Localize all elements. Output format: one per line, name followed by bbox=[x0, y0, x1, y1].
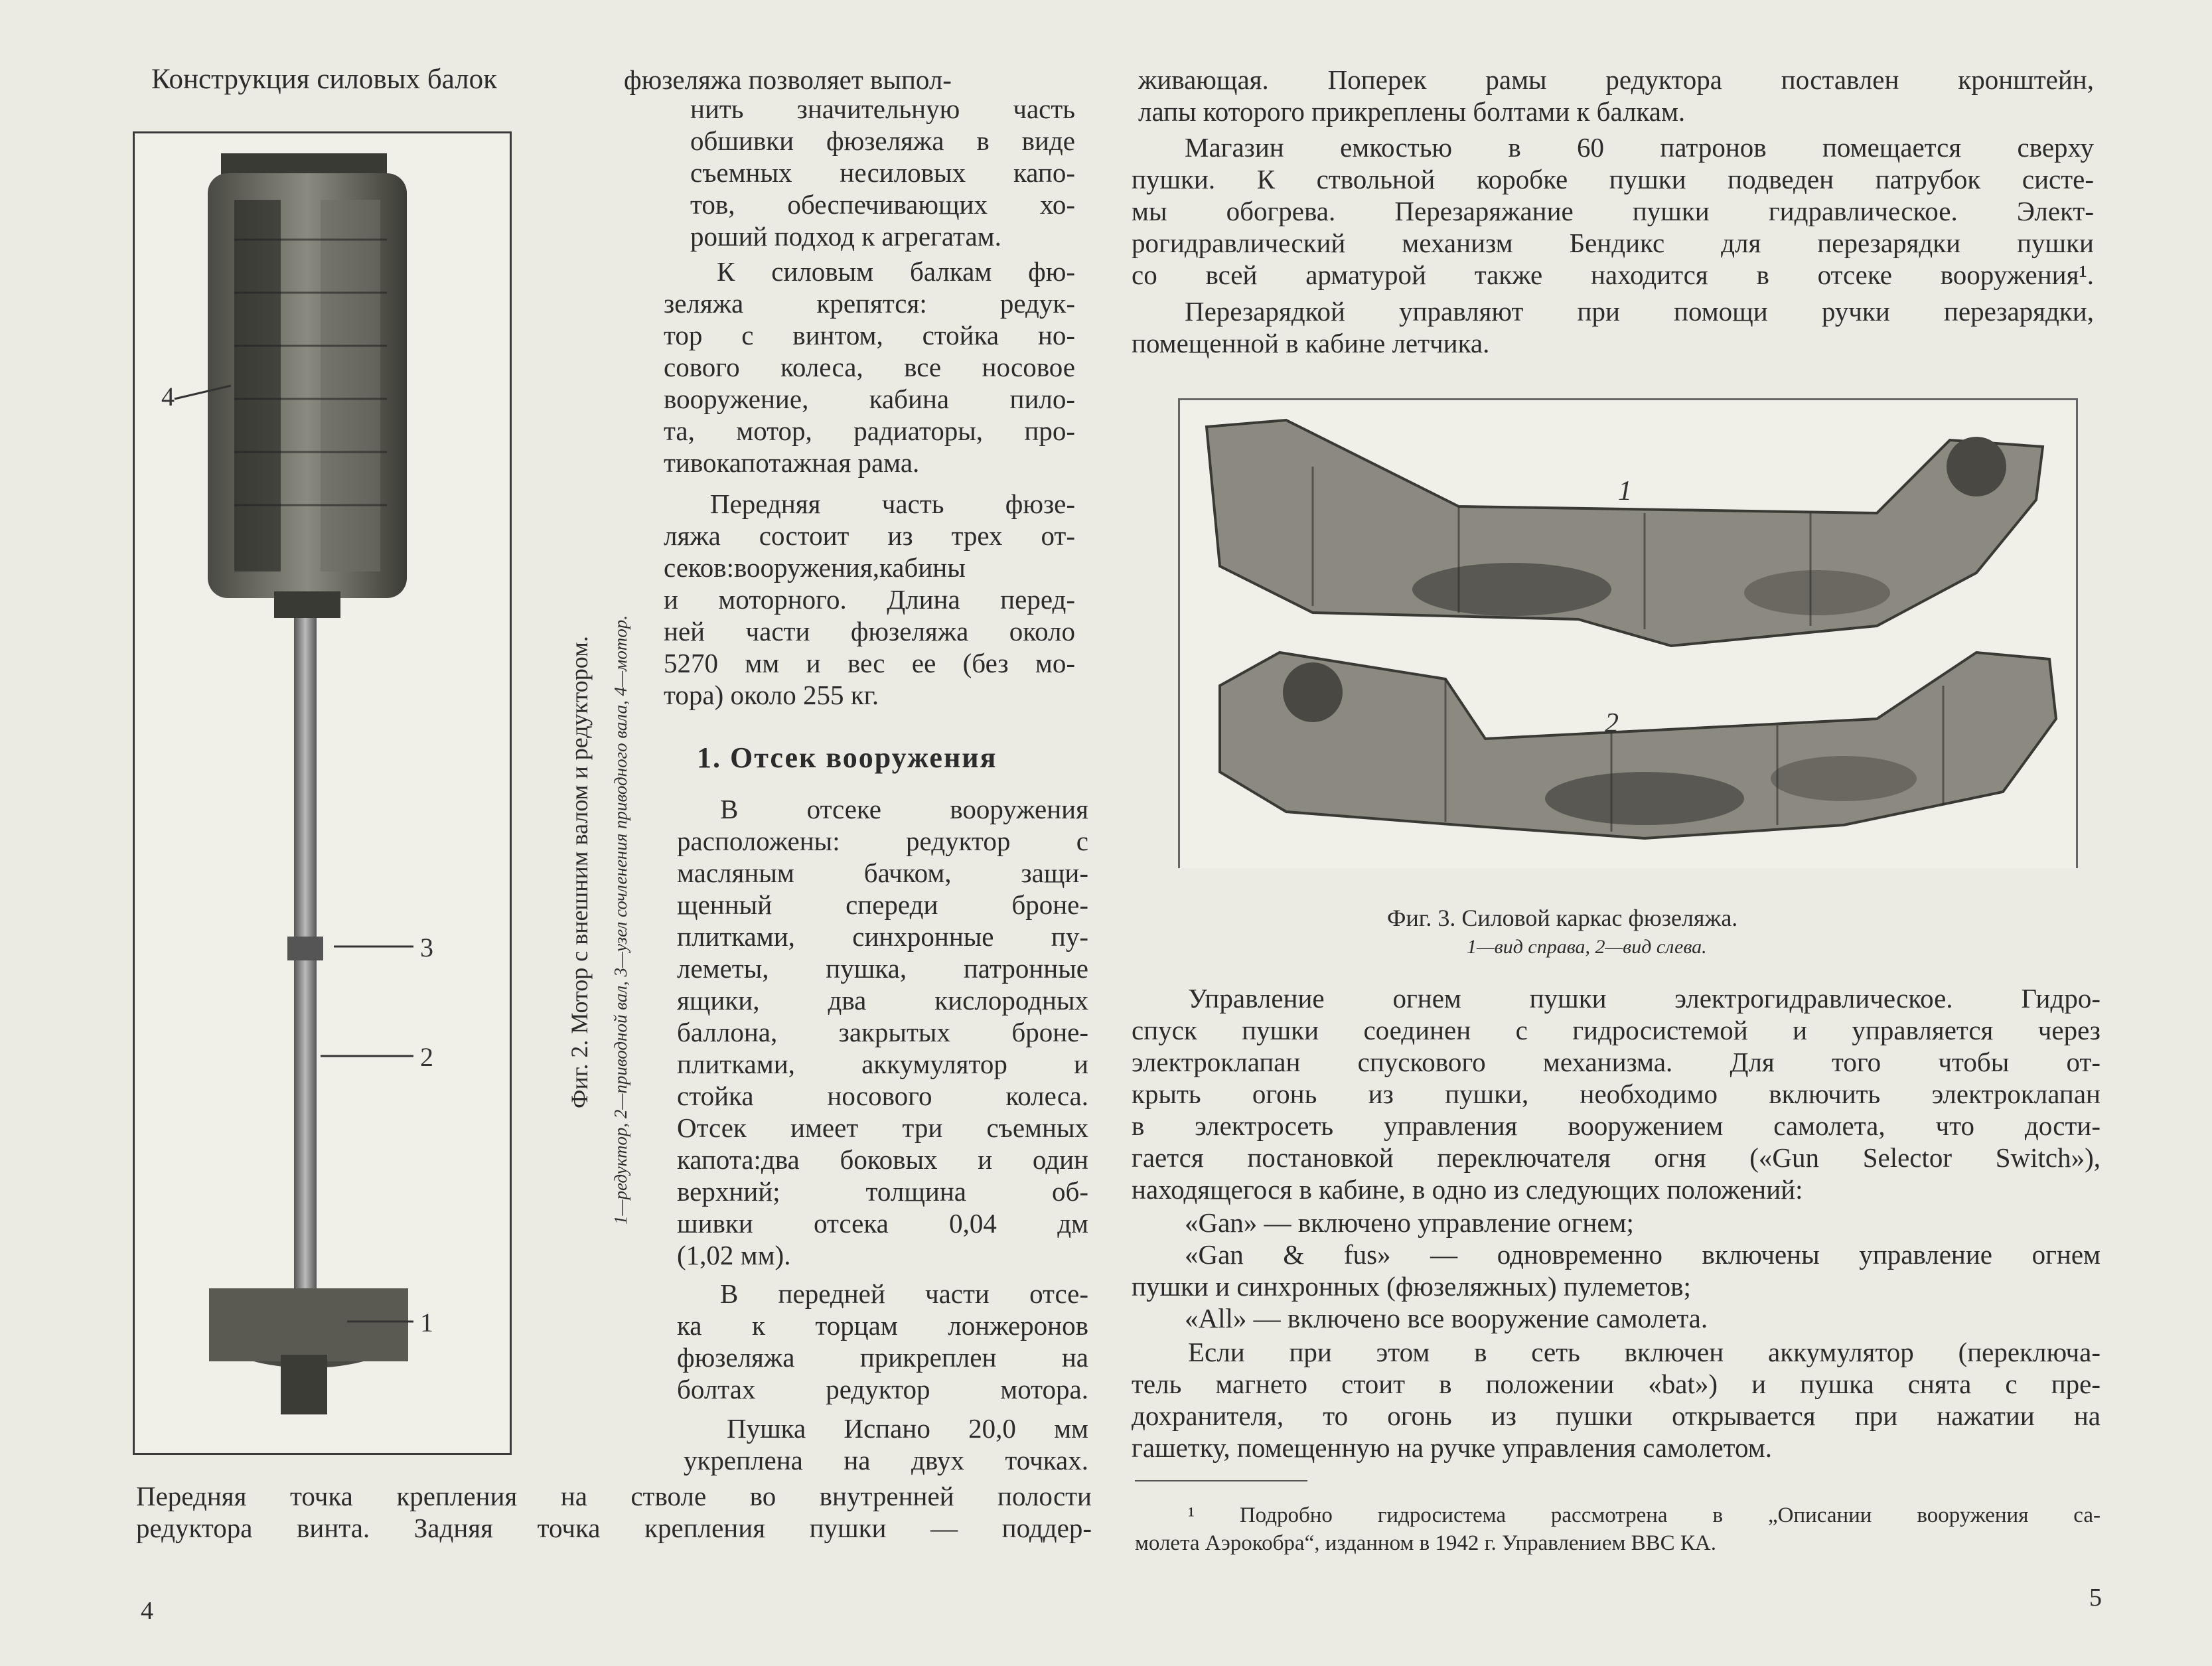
text-line: плитками, синхронные пу- bbox=[677, 921, 1088, 952]
text-line: 5270 мм и вес ее (без мо- bbox=[664, 648, 1075, 678]
text-line: тов, обеспечивающих хо- bbox=[690, 189, 1075, 220]
list-item: «All» — включено все вооружение самолета. bbox=[1185, 1303, 1708, 1333]
fig2-caption-sub: 1—редуктор, 2—приводной вал, 3—узел сочленения приводного вала, 4—мотор. bbox=[611, 615, 630, 1225]
text-line: К силовым балкам фю- bbox=[717, 256, 1075, 287]
fig2-label-4: 4 bbox=[161, 382, 175, 412]
text-line: крыть огонь из пушки, необходимо включить электроклапан bbox=[1132, 1079, 2101, 1109]
text-line: шивки отсека 0,04 дм bbox=[677, 1208, 1088, 1239]
engine-illustration bbox=[135, 133, 510, 1453]
text-line: тель магнето стоит в положении «bat») и пушка снята с пре- bbox=[1132, 1369, 2101, 1399]
text-line: Передняя точка крепления на стволе во внутренней полости bbox=[136, 1481, 1092, 1511]
fig2-caption-title: Фиг. 2. Мотор с внешним валом и редуктором. bbox=[566, 636, 593, 1108]
text-line: дохранителя, то огонь из пушки открывается при нажатии на bbox=[1132, 1401, 2101, 1431]
text-line: ляжа состоит из трех от- bbox=[664, 520, 1075, 551]
text-line: зеляжа крепятся: редук- bbox=[664, 288, 1075, 319]
text-line: роший подход к агрегатам. bbox=[690, 221, 1001, 252]
text-line: В передней части отсе- bbox=[720, 1278, 1088, 1309]
text-line: лапы которого прикреплены болтами к балкам. bbox=[1138, 96, 1686, 127]
page-number-left: 4 bbox=[141, 1597, 153, 1625]
text-line: пушки. К ствольной коробке пушки подведен патрубок систе- bbox=[1132, 164, 2094, 194]
text-line: тивокапотажная рама. bbox=[664, 447, 920, 478]
text-line: тор с винтом, стойка но- bbox=[664, 320, 1075, 350]
text-line: со всей арматурой также находится в отсеке вооружения¹. bbox=[1132, 260, 2094, 290]
fig3-label-1: 1 bbox=[1618, 476, 1632, 506]
text-line: капота:два боковых и один bbox=[677, 1144, 1088, 1175]
text-line: Управление огнем пушки электрогидравлическое. Гидро- bbox=[1188, 983, 2101, 1014]
text-line: в электросеть управления вооружением самолета, что дости- bbox=[1132, 1110, 2101, 1141]
text-line: гается постановкой переключателя огня («Gun Selector Switch»), bbox=[1132, 1142, 2101, 1173]
text-line: электроклапан спускового механизма. Для того чтобы от- bbox=[1132, 1047, 2101, 1077]
footnote-line: молета Аэрокобра“, изданном в 1942 г. Управлением ВВС КА. bbox=[1135, 1531, 1716, 1555]
text-line: болтах редуктор мотора. bbox=[677, 1374, 1088, 1404]
fig2-photo bbox=[133, 131, 512, 1455]
fig3-caption-sub: 1—вид справа, 2—вид слева. bbox=[1467, 936, 1707, 958]
fig3-caption-title: Фиг. 3. Силовой каркас фюзеляжа. bbox=[1387, 905, 1738, 931]
text-line: ящики, два кислородных bbox=[677, 985, 1088, 1016]
text-line: укреплена на двух точках. bbox=[684, 1445, 1088, 1476]
text-line: плитками, аккумулятор и bbox=[677, 1049, 1088, 1079]
text-line: масляным бачком, защи- bbox=[677, 858, 1088, 888]
text-line: спуск пушки соединен с гидросистемой и управляется через bbox=[1132, 1015, 2101, 1045]
text-line: живающая. Поперек рамы редуктора поставлен кронштейн, bbox=[1138, 64, 2094, 95]
text-line: верхний; толщина об- bbox=[677, 1176, 1088, 1207]
text-line: расположены: редуктор с bbox=[677, 826, 1088, 856]
text-line: леметы, пушка, патронные bbox=[677, 953, 1088, 984]
text-line: тора) около 255 кг. bbox=[664, 680, 879, 710]
text-line: щенный спереди броне- bbox=[677, 889, 1088, 920]
fig2-label-1: 1 bbox=[420, 1308, 433, 1337]
list-item: «Gan & fus» — одновременно включены управление огнем bbox=[1185, 1239, 2101, 1270]
fuselage-frame-illustration bbox=[1180, 400, 2076, 868]
text-line: сового колеса, все носовое bbox=[664, 352, 1075, 382]
intro-line-a: Конструкция силовых балок bbox=[151, 64, 498, 95]
text-line: Если при этом в сеть включен аккумулятор (переключа- bbox=[1188, 1337, 2101, 1367]
text-line: Пушка Испано 20,0 мм bbox=[727, 1413, 1088, 1444]
intro-line-b: фюзеляжа позволяет выпол- bbox=[624, 64, 952, 95]
text-line: и моторного. Длина перед- bbox=[664, 584, 1075, 615]
text-line: Магазин емкостью в 60 патронов помещается сверху bbox=[1185, 132, 2094, 163]
text-line: редуктора винта. Задняя точка крепления пушки — поддер- bbox=[136, 1513, 1092, 1543]
text-line: Отсек имеет три съемных bbox=[677, 1112, 1088, 1143]
text-line: стойка носового колеса. bbox=[677, 1081, 1088, 1111]
text-line: (1,02 мм). bbox=[677, 1240, 791, 1270]
text-line: рогидравлический механизм Бендикс для перезарядки пушки bbox=[1132, 228, 2094, 258]
list-item: пушки и синхронных (фюзеляжных) пулеметов; bbox=[1132, 1271, 1691, 1302]
text-line: ка к торцам лонжеронов bbox=[677, 1310, 1088, 1341]
page-number-right: 5 bbox=[2089, 1584, 2102, 1612]
text-line: вооружение, кабина пило- bbox=[664, 384, 1075, 414]
text-line: съемных несиловых капо- bbox=[690, 157, 1075, 188]
text-line: нить значительную часть bbox=[690, 94, 1075, 124]
list-item: «Gan» — включено управление огнем; bbox=[1185, 1207, 1634, 1238]
text-line: ней части фюзеляжа около bbox=[664, 616, 1075, 646]
fig2-label-3: 3 bbox=[420, 933, 433, 962]
fig2-label-2: 2 bbox=[420, 1042, 433, 1072]
text-line: Перезарядкой управляют при помощи ручки перезарядки, bbox=[1185, 296, 2094, 327]
text-line: та, мотор, радиаторы, про- bbox=[664, 416, 1075, 446]
text-line: фюзеляжа прикреплен на bbox=[677, 1342, 1088, 1373]
section-heading: 1. Отсек вооружения bbox=[697, 741, 997, 774]
text-line: В отсеке вооружения bbox=[720, 794, 1088, 824]
text-line: гашетку, помещенную на ручке управления самолетом. bbox=[1132, 1432, 1772, 1463]
text-line: мы обогрева. Перезаряжание пушки гидравлическое. Элект- bbox=[1132, 196, 2094, 226]
footnote-line: ¹ Подробно гидросистема рассмотрена в „Описании вооружения са- bbox=[1188, 1503, 2101, 1527]
text-line: Передняя часть фюзе- bbox=[710, 489, 1075, 519]
text-line: баллона, закрытых броне- bbox=[677, 1017, 1088, 1047]
text-line: помещенной в кабине летчика. bbox=[1132, 328, 1490, 358]
fig3-photo bbox=[1178, 398, 2078, 868]
footnote-divider bbox=[1135, 1480, 1307, 1481]
text-line: находящегося в кабине, в одно из следующих положений: bbox=[1132, 1174, 1803, 1205]
fig3-label-2: 2 bbox=[1605, 708, 1619, 739]
text-line: секов:вооружения,кабины bbox=[664, 552, 966, 583]
text-line: обшивки фюзеляжа в виде bbox=[690, 125, 1075, 156]
